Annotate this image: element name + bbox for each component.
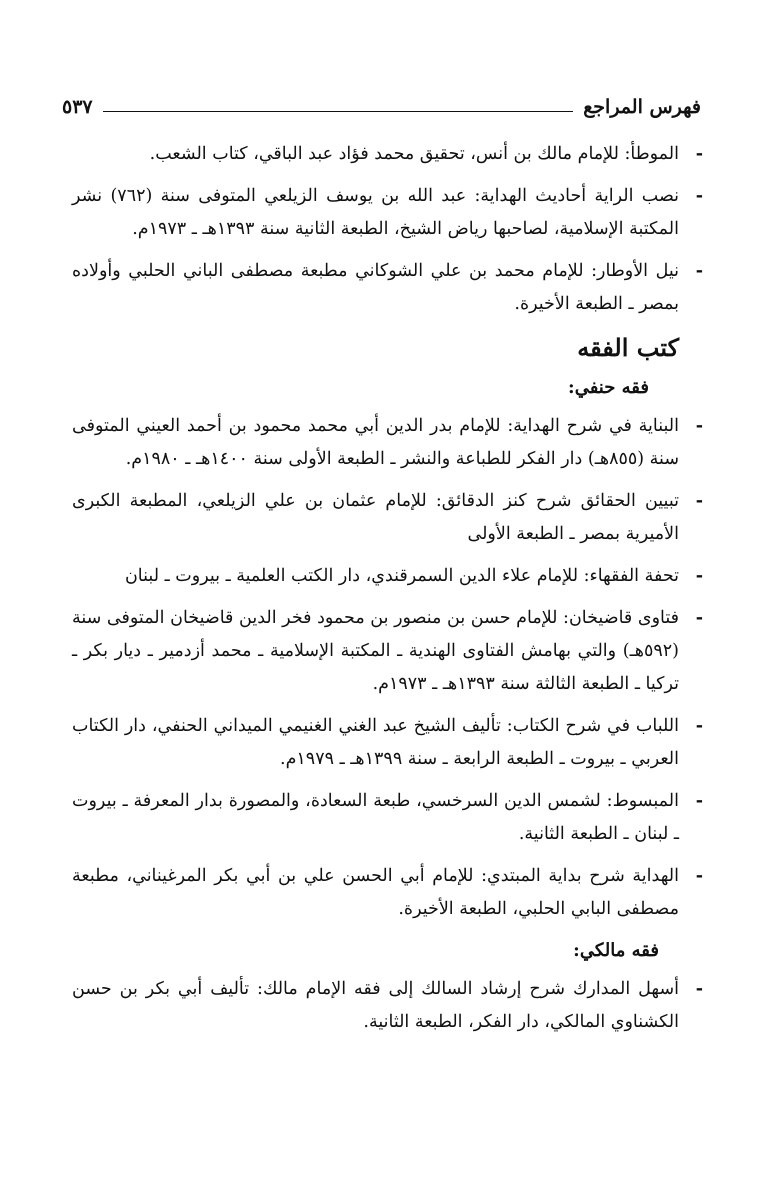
- reference-entry: [72, 255, 703, 321]
- entry-dash: -: [695, 791, 703, 811]
- reference-entry: [72, 410, 703, 476]
- reference-entry: [72, 710, 703, 776]
- entry-dash: -: [695, 566, 703, 586]
- entry-text: أسهل المدارك شرح إرشاد السالك إلى فقه الإمام مالك: تأليف أبي بكر بن حسن الكشناوي المالكي، دار الفكر، الطبعة الثانية.: [72, 979, 679, 1032]
- entry-text: نصب الراية أحاديث الهداية: عبد الله بن يوسف الزيلعي المتوفى سنة (٧٦٢) نشر المكتبة الإسلامية، لصاحبها رياض الشيخ، الطبعة الثانية سنة ١٣٩٣هـ ـ ١٩٧٣م.: [72, 186, 679, 239]
- entry-text: المبسوط: لشمس الدين السرخسي، طبعة السعادة، والمصورة بدار المعرفة ـ بيروت ـ لبنان ـ الطبعة الثانية.: [72, 791, 679, 844]
- entry-text: البناية في شرح الهداية: للإمام بدر الدين أبي محمد محمود بن أحمد العيني المتوفى سنة (٨٥٥هـ) دار الفكر للطباعة والنشر ـ الطبعة الأولى سنة ١٤٠٠هـ ـ ١٩٨٠م.: [72, 416, 679, 469]
- entry-text: الموطأ: للإمام مالك بن أنس، تحقيق محمد فؤاد عبد الباقي، كتاب الشعب.: [149, 144, 679, 164]
- reference-entry: [72, 860, 703, 926]
- page-number: ٥٣٧: [62, 96, 93, 118]
- reference-entry: [72, 973, 703, 1039]
- entry-dash: -: [695, 716, 703, 736]
- entry-text: الهداية شرح بداية المبتدي: للإمام أبي الحسن علي بن أبي بكر المرغيناني، مطبعة مصطفى البابي الحلبي، الطبعة الأخيرة.: [72, 866, 679, 919]
- entry-dash: -: [695, 261, 703, 281]
- running-header: [62, 88, 701, 118]
- entry-text: اللباب في شرح الكتاب: تأليف الشيخ عبد الغني الغنيمي الميداني الحنفي، دار الكتاب العربي ـ بيروت ـ الطبعة الرابعة ـ سنة ١٣٩٩هـ ـ ١٩٧٩م.: [72, 716, 679, 769]
- entry-text: تبيين الحقائق شرح كنز الدقائق: للإمام عثمان بن علي الزيلعي، المطبعة الكبرى الأميرية بمصر ـ الطبعة الأولى: [72, 491, 679, 544]
- subheading-maliki: فقه مالكي:: [573, 940, 659, 961]
- section-heading-fiqh: كتب الفقه: [577, 333, 679, 362]
- entry-dash: -: [695, 866, 703, 886]
- entry-dash: -: [695, 186, 703, 206]
- reference-entry: [72, 560, 703, 593]
- header-rule: [103, 111, 574, 112]
- entry-dash: -: [695, 144, 703, 164]
- subheading-hanafi: فقه حنفي:: [568, 377, 649, 398]
- reference-entry: [72, 485, 703, 551]
- entry-text: تحفة الفقهاء: للإمام علاء الدين السمرقندي، دار الكتب العلمية ـ بيروت ـ لبنان: [124, 566, 679, 586]
- reference-entry: [72, 180, 703, 246]
- entry-dash: -: [695, 491, 703, 511]
- entry-text: نيل الأوطار: للإمام محمد بن علي الشوكاني مطبعة مصطفى الباني الحلبي وأولاده بمصر ـ الطبعة الأخيرة.: [72, 261, 679, 314]
- entry-text: فتاوى قاضيخان: للإمام حسن بن منصور بن محمود فخر الدين قاضيخان المتوفى سنة (٥٩٢هـ) والتي بهامش الفتاوى الهندية ـ المكتبة الإسلامية ـ محمد أزدمير ـ ديار بكر ـ تركيا ـ الطبعة الثالثة سنة ١٣٩٣هـ ـ ١٩٧٣م.: [72, 608, 679, 694]
- header-title: فهرس المراجع: [583, 96, 701, 118]
- entry-dash: -: [695, 979, 703, 999]
- reference-entry: [72, 602, 703, 701]
- entry-dash: -: [695, 608, 703, 628]
- entry-dash: -: [695, 416, 703, 436]
- reference-entry: [72, 138, 703, 171]
- reference-entry: [72, 785, 703, 851]
- references-list: [72, 138, 703, 1048]
